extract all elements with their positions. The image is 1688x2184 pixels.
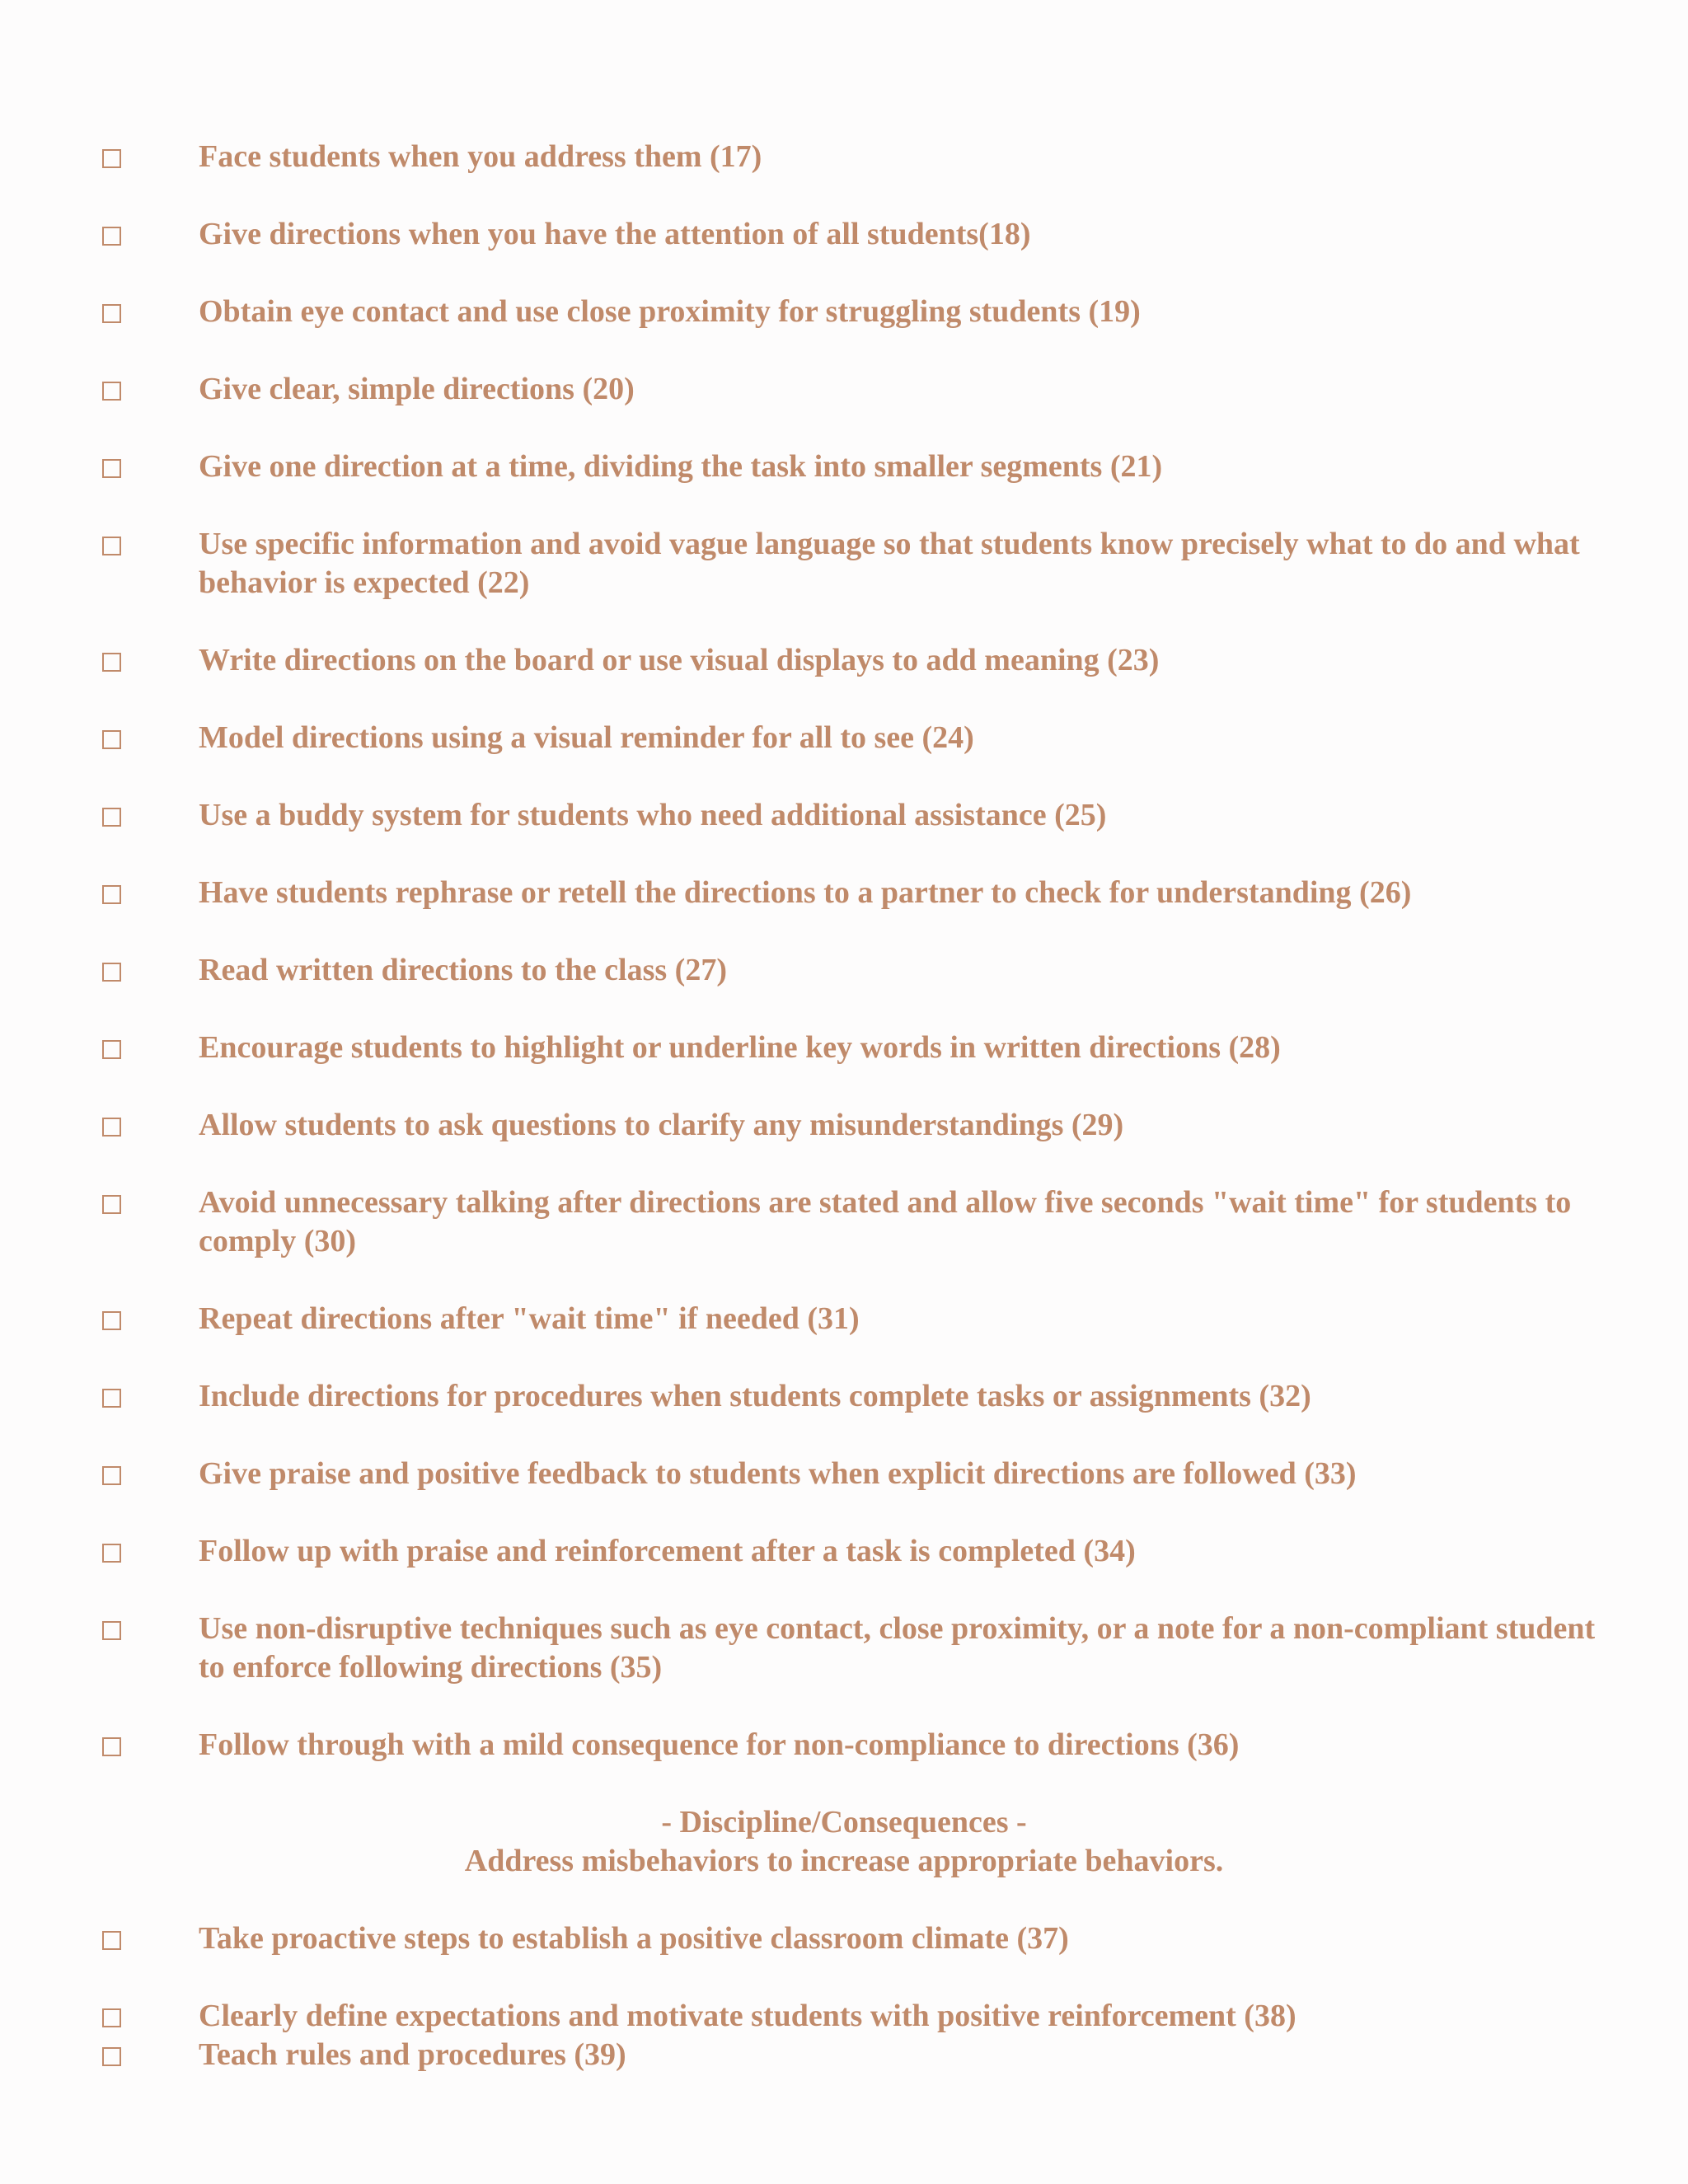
checkbox-icon[interactable] — [102, 963, 121, 982]
checkbox-icon[interactable] — [102, 1040, 121, 1059]
checkbox-icon[interactable] — [102, 1389, 121, 1408]
checklist-item-text: Follow through with a mild consequence for non-compliance to directions (36) — [199, 1727, 1240, 1762]
section-title: - Discipline/Consequences - — [661, 1805, 1027, 1840]
checklist-item-text: Obtain eye contact and use close proximity for struggling students (19) — [199, 294, 1141, 329]
checkbox-icon[interactable] — [102, 227, 121, 246]
checklist-item-text: Avoid unnecessary talking after directions are stated and allow five seconds "wait time" for students to comply (30) — [199, 1185, 1572, 1258]
checkbox-icon[interactable] — [102, 1737, 121, 1756]
checklist-item-text: Clearly define expectations and motivate students with positive reinforcement (38) — [199, 1999, 1296, 2033]
checkbox-icon[interactable] — [102, 808, 121, 827]
checkbox-icon[interactable] — [102, 459, 121, 478]
checkbox-icon[interactable] — [102, 653, 121, 672]
checklist-item-text: Encourage students to highlight or underline key words in written directions (28) — [199, 1030, 1281, 1065]
checklist-item-text: Model directions using a visual reminder for all to see (24) — [199, 720, 974, 755]
checklist-item-text: Take proactive steps to establish a positive classroom climate (37) — [199, 1921, 1069, 1956]
checklist-item-text: Allow students to ask questions to clarify any misunderstandings (29) — [199, 1108, 1124, 1142]
checklist-item-text: Give one direction at a time, dividing the task into smaller segments (21) — [199, 449, 1163, 484]
checklist-item-text: Use specific information and avoid vague language so that students know precisely what to do and what behavior is expected (22) — [199, 527, 1580, 600]
checklist-item-text: Read written directions to the class (27) — [199, 953, 727, 987]
checklist-item-text: Use non-disruptive techniques such as eye contact, close proximity, or a note for a non-compliant student to enforce following directions (35) — [199, 1611, 1596, 1685]
checkbox-icon[interactable] — [102, 1118, 121, 1137]
checklist-item-text: Give directions when you have the attention of all students(18) — [199, 217, 1031, 251]
checklist-item-text: Have students rephrase or retell the directions to a partner to check for understanding (26) — [199, 875, 1412, 910]
checkbox-icon[interactable] — [102, 1544, 121, 1563]
checkbox-icon[interactable] — [102, 1195, 121, 1214]
checklist-item-text: Follow up with praise and reinforcement after a task is completed (34) — [199, 1534, 1136, 1568]
section-subtitle: Address misbehaviors to increase appropriate behaviors. — [464, 1844, 1224, 1878]
checklist-item-text: Use a buddy system for students who need additional assistance (25) — [199, 798, 1107, 832]
checklist-item-text: Face students when you address them (17) — [199, 139, 762, 174]
checkbox-icon[interactable] — [102, 2008, 121, 2027]
checkbox-icon[interactable] — [102, 1311, 121, 1330]
checklist-item-text: Repeat directions after "wait time" if needed (31) — [199, 1301, 860, 1336]
checkbox-icon[interactable] — [102, 1931, 121, 1950]
checkbox-icon[interactable] — [102, 537, 121, 555]
checkbox-icon[interactable] — [102, 382, 121, 401]
checkbox-icon[interactable] — [102, 885, 121, 904]
checklist-item-text: Write directions on the board or use visual displays to add meaning (23) — [199, 643, 1160, 677]
checklist-item-text: Teach rules and procedures (39) — [199, 2037, 626, 2072]
checkbox-icon[interactable] — [102, 1466, 121, 1485]
checklist-item-text: Include directions for procedures when students complete tasks or assignments (32) — [199, 1379, 1311, 1413]
checkbox-icon[interactable] — [102, 304, 121, 323]
checkbox-icon[interactable] — [102, 1621, 121, 1640]
checklist-item-text: Give clear, simple directions (20) — [199, 372, 635, 406]
checkbox-icon[interactable] — [102, 730, 121, 749]
checklist-item-text: Give praise and positive feedback to students when explicit directions are followed (33) — [199, 1456, 1357, 1491]
checkbox-icon[interactable] — [102, 149, 121, 168]
checkbox-icon[interactable] — [102, 2047, 121, 2066]
